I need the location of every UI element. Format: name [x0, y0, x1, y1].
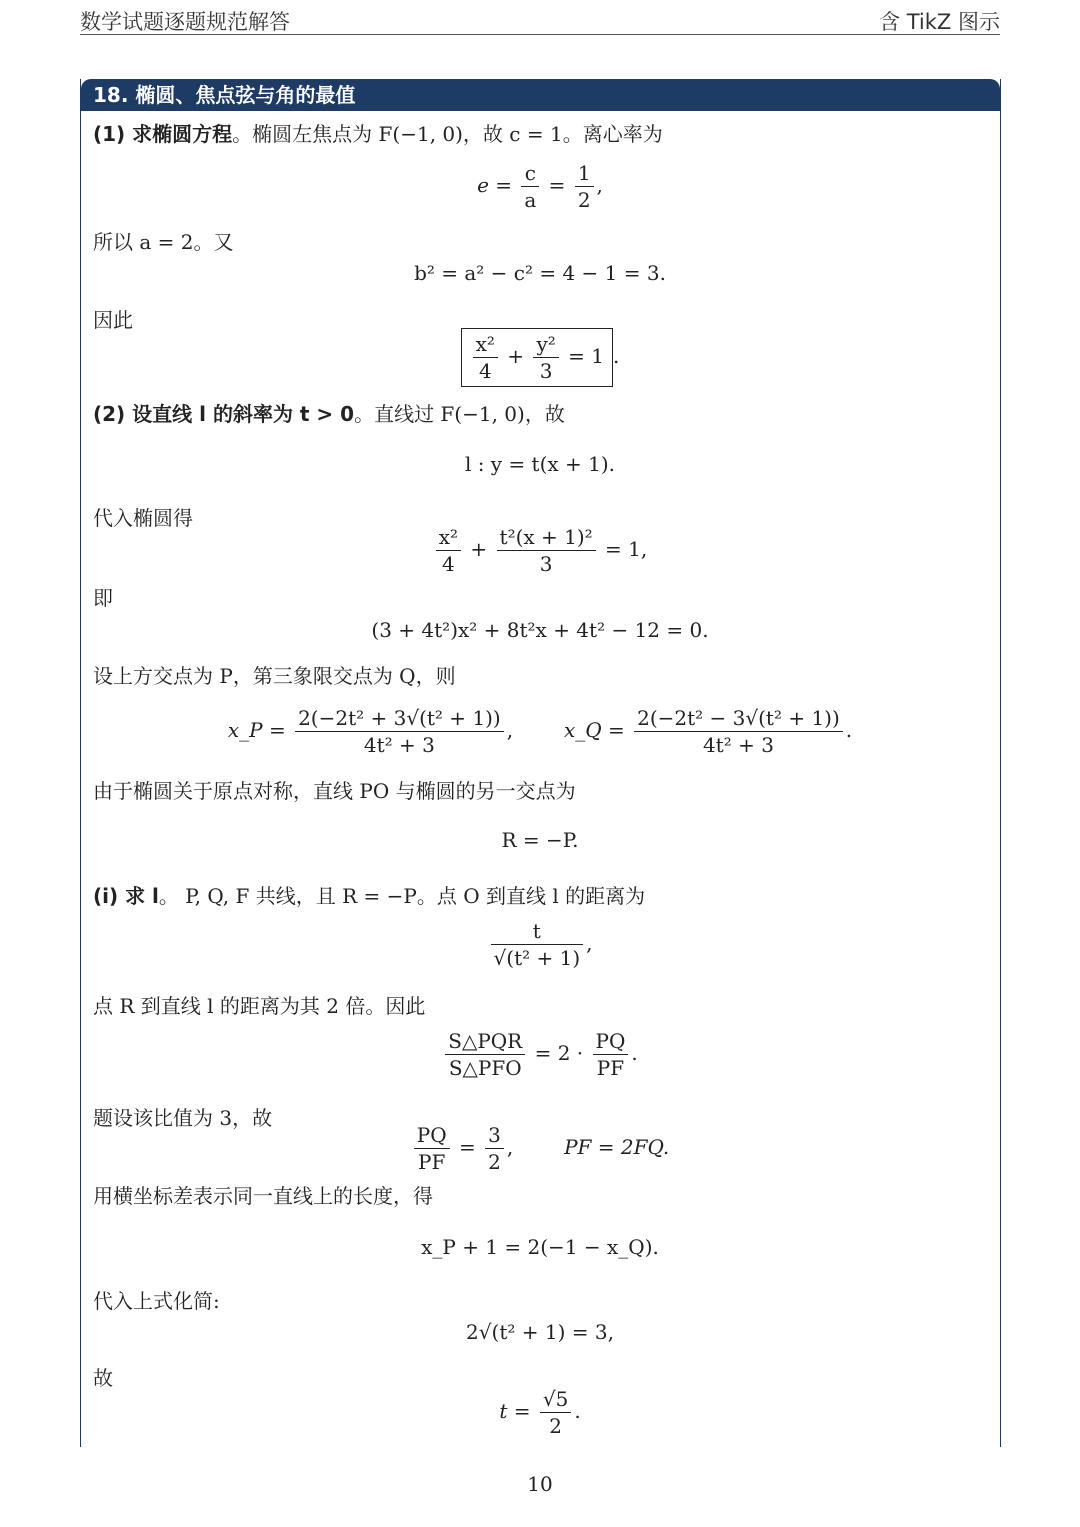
- p2-line: 所以 a = 2。又: [93, 230, 234, 254]
- part1-text: 。椭圆左焦点为 F(−1, 0)，故 c = 1。离心率为: [232, 122, 663, 146]
- part2-label: (2) 设直线 l 的斜率为 t > 0: [93, 402, 355, 426]
- part1-label: (1) 求椭圆方程: [93, 122, 233, 146]
- part1-line: [93, 118, 663, 147]
- problem-title: 18. 椭圆、焦点弦与角的最值: [81, 79, 1000, 111]
- p13-line: 代入上式化简:: [93, 1289, 220, 1313]
- part-i-line: [93, 880, 645, 909]
- p10-line: 点 R 到直线 l 的距离为其 2 倍。因此: [93, 994, 426, 1018]
- p11-line: 题设该比值为 3，故: [93, 1106, 273, 1130]
- p8-line: 由于椭圆关于原点对称，直线 PO 与椭圆的另一交点为: [93, 779, 576, 803]
- ellipse-eq: $\frac{\text{x²}}{4}$ + $\frac{\text{y²}}{3}$ = 1 .: [80, 328, 1000, 387]
- part-i-label: (i) 求 l: [93, 884, 159, 908]
- frac-c-a: $\frac{c}{a}$: [521, 160, 539, 213]
- quadratic-eq: (3 + 4t²)x² + 8t²x + 4t² − 12 = 0.: [371, 618, 709, 642]
- subst-eq: $\frac{\text{x²}}{4}$ + $\frac{\text{t²(x + 1)²}}{3}$ = 1,: [80, 524, 1000, 577]
- part-i-text: 。 P, Q, F 共线，且 R = −P。点 O 到直线 l 的距离为: [158, 884, 646, 908]
- page-header: [80, 6, 1000, 35]
- p6-line: 即: [93, 586, 113, 610]
- header-right: 含 TikZ 图示: [879, 10, 1000, 34]
- simplify-eq: 2√(t² + 1) = 3,: [466, 1320, 614, 1344]
- p7-line: 设上方交点为 P，第三象限交点为 Q，则: [93, 664, 456, 688]
- p14-line: 故: [93, 1366, 113, 1390]
- area-ratio-eq: $\frac{\text{S△PQR}}{\text{S△PFO}}$ = 2 · $\frac{PQ}{PF}$ .: [80, 1028, 1000, 1081]
- part2-line: [93, 398, 565, 427]
- frac-1-2: $\frac{1}{2}$: [575, 160, 594, 213]
- t-eq: t = $\frac{√5}{2}$ .: [499, 1387, 581, 1438]
- e-lhs: e =: [477, 173, 513, 197]
- eccentricity-eq: e = $\frac{c}{a}$ = $\frac{1}{2}$ ,: [477, 161, 603, 212]
- distance-eq: $\frac{t}{\text{√(t² + 1)}}$ ,: [80, 918, 1000, 971]
- ratio-eq: $\frac{PQ}{PF}$ = $\frac{3}{2}$ , PF = 2FQ.: [80, 1122, 1000, 1175]
- roots-eq: x_P = $\frac{\text{2(−2t² + 3√(t² + 1))}}{\text{4t² + 3}}$ , x_Q = $\frac{\text{2(−2t² − 3√(t² + 1))}}{\text{4t² + 3}}$ .: [227, 706, 853, 757]
- b2-eq: b² = a² − c² = 4 − 1 = 3.: [414, 261, 666, 285]
- page-number: 10: [527, 1472, 553, 1496]
- part2-text: 。直线过 F(−1, 0)，故: [354, 402, 565, 426]
- xcoord-eq: x_P + 1 = 2(−1 − x_Q).: [421, 1235, 659, 1259]
- boxed-ellipse: $\frac{\text{x²}}{4}$ + $\frac{\text{y²}}{3}$ = 1: [461, 328, 613, 387]
- r-eq: R = −P.: [501, 828, 579, 852]
- p5-line: 代入椭圆得: [93, 506, 193, 530]
- header-left: 数学试题逐题规范解答: [80, 10, 290, 34]
- p12-line: 用横坐标差表示同一直线上的长度，得: [93, 1184, 433, 1208]
- line-eq: l : y = t(x + 1).: [464, 452, 616, 476]
- p3-line: 因此: [93, 308, 133, 332]
